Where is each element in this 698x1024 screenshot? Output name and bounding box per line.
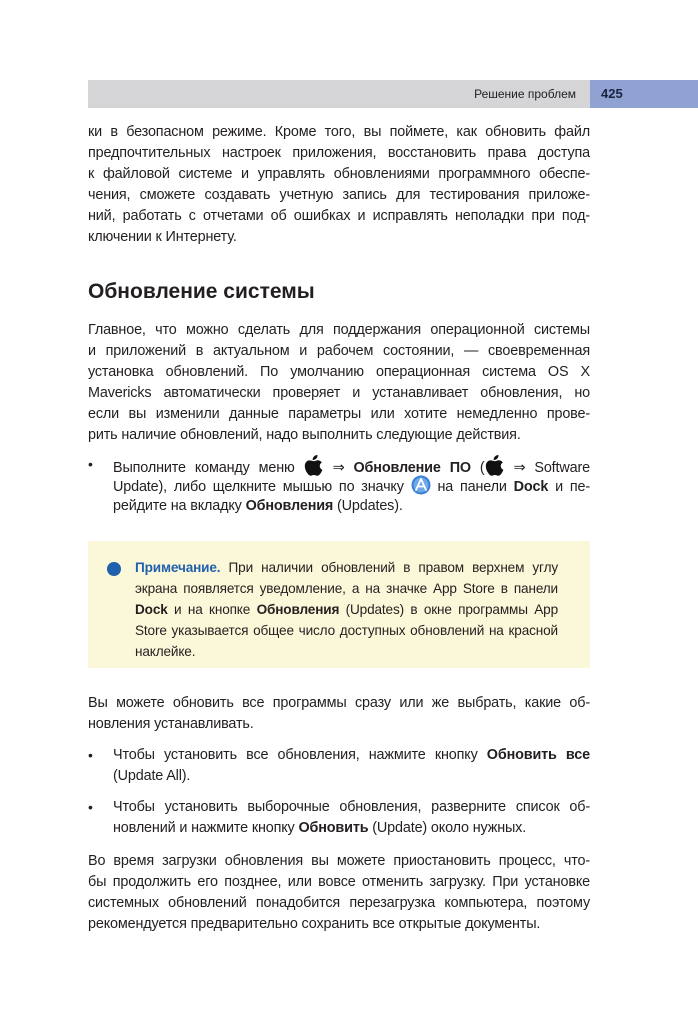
text-line — [113, 766, 590, 787]
text-line — [88, 383, 590, 404]
text-line — [88, 714, 590, 735]
text-line — [113, 475, 590, 496]
text-run: рекомендуется предварительно сохранить все открытые документы. — [88, 916, 541, 932]
bold-term: Обновление ПО — [353, 460, 471, 476]
text-line — [135, 620, 558, 641]
bold-term: Dock — [135, 602, 168, 617]
text-line — [88, 185, 590, 206]
page-number: 425 — [601, 86, 623, 101]
text-run: предпочтительных настроек приложения, восстановить права доступа — [88, 145, 590, 161]
text-line — [135, 578, 558, 599]
text-run: ки в безопасном режиме. Кроме того, вы поймете, как обновить файл — [88, 124, 590, 140]
text-run: установка обновлений. По умолчанию операционная система OS X — [88, 364, 590, 380]
text-run: (Update All). — [113, 768, 191, 784]
text-run: (Updates) в окне программы App — [339, 602, 558, 617]
text-line — [135, 599, 558, 620]
text-run: Mavericks автоматически проверяет и устанавливает обновления, но — [88, 385, 590, 401]
text-run: Update), либо щелкните мышью по значку — [113, 479, 411, 495]
text-run: экрана появляется уведомление, а на значке App Store в панели — [135, 581, 558, 596]
text-run: и пе- — [548, 479, 590, 495]
body-paragraph — [88, 693, 590, 735]
bullet-item — [88, 745, 590, 787]
section-heading: Обновление системы — [88, 280, 315, 303]
bullet-item — [88, 797, 590, 839]
running-header — [88, 80, 590, 108]
text-run: ⇒ — [323, 460, 354, 476]
text-run: Store указывается общее число доступных обновлений на красной — [135, 623, 558, 638]
text-run: ключении к Интернету. — [88, 229, 237, 245]
bullet-item — [88, 454, 590, 517]
text-line — [88, 425, 590, 446]
apple-icon — [485, 460, 505, 476]
text-run: Главное, что можно сделать для поддержания операционной системы — [88, 322, 590, 338]
text-line — [88, 227, 590, 248]
bold-term: Обновить — [298, 820, 369, 836]
page-number-tab — [590, 80, 698, 108]
text-run: Чтобы установить выборочные обновления, разверните список об- — [113, 799, 590, 815]
text-run: (Update) около нужных. — [368, 820, 527, 836]
bold-term: Обновить все — [486, 747, 590, 763]
text-run: ний, работать с отчетами об ошибках и исправлять неполадки при под- — [88, 208, 590, 224]
bullet-marker: • — [88, 747, 93, 763]
text-run: на панели — [430, 479, 514, 495]
text-line — [113, 818, 590, 839]
text-run: и на кнопке — [167, 602, 257, 617]
apple-icon — [304, 460, 324, 476]
intro-paragraph — [88, 122, 590, 248]
text-line — [88, 341, 590, 362]
text-run: Чтобы установить все обновления, нажмите кнопку — [113, 747, 487, 763]
text-line — [88, 914, 590, 935]
note-box — [88, 541, 590, 668]
text-run: ⇒ Software — [504, 460, 590, 476]
text-line — [88, 320, 590, 341]
text-run: рейдите на вкладку — [113, 498, 246, 514]
text-run: и приложений в актуальном и рабочем состоянии, — своевременная — [88, 343, 590, 359]
text-run: к файловой системе и управлять обновлениями программного обеспе- — [88, 166, 590, 182]
text-run: Вы можете обновить все программы сразу или же выбрать, какие об- — [88, 695, 590, 711]
bold-term: Обновления — [245, 498, 334, 514]
text-line — [135, 641, 558, 662]
text-run: если вы изменили данные параметры или хотите немедленно прове- — [88, 406, 590, 422]
text-run: рить наличие обновлений, надо выполнить следующие действия. — [88, 427, 521, 443]
text-run: наклейке. — [135, 644, 196, 659]
text-line — [88, 693, 590, 714]
text-line — [88, 362, 590, 383]
text-line — [113, 797, 590, 818]
bullet-marker: • — [88, 799, 93, 815]
text-line — [113, 745, 590, 766]
text-line — [88, 893, 590, 914]
note-label: Примечание. — [135, 560, 221, 575]
body-paragraph — [88, 851, 590, 935]
text-line — [88, 404, 590, 425]
text-line — [88, 851, 590, 872]
text-run: Выполните команду меню — [113, 460, 304, 476]
text-line — [88, 164, 590, 185]
text-line — [135, 557, 558, 578]
text-run: системных обновлений понадобится перезагрузка компьютера, поэтому — [88, 895, 590, 911]
text-run: новлений и нажмите кнопку — [113, 820, 299, 836]
section-title: Решение проблем — [474, 87, 576, 101]
text-run: (Updates). — [333, 498, 403, 514]
text-run: бы продолжить его позднее, или вовсе отменить загрузку. При установке — [88, 874, 590, 890]
bold-term: Обновления — [256, 602, 340, 617]
text-line — [88, 872, 590, 893]
text-line — [88, 143, 590, 164]
text-line — [88, 122, 590, 143]
note-marker-icon — [107, 562, 121, 576]
text-run: Во время загрузки обновления вы можете приостановить процесс, что- — [88, 853, 590, 869]
bullet-marker: • — [88, 456, 93, 472]
text-line — [113, 454, 590, 475]
body-paragraph — [88, 320, 590, 446]
text-line — [88, 206, 590, 227]
text-line — [113, 496, 590, 517]
text-run: чения, сможете создавать учетную запись для тестирования приложе- — [88, 187, 590, 203]
appstore-icon — [411, 479, 431, 495]
note-text — [135, 557, 558, 662]
bold-term: Dock — [513, 479, 549, 495]
text-run: новления устанавливать. — [88, 716, 254, 732]
text-run: При наличии обновлений в правом верхнем углу — [220, 560, 558, 575]
text-run: ( — [470, 460, 485, 476]
